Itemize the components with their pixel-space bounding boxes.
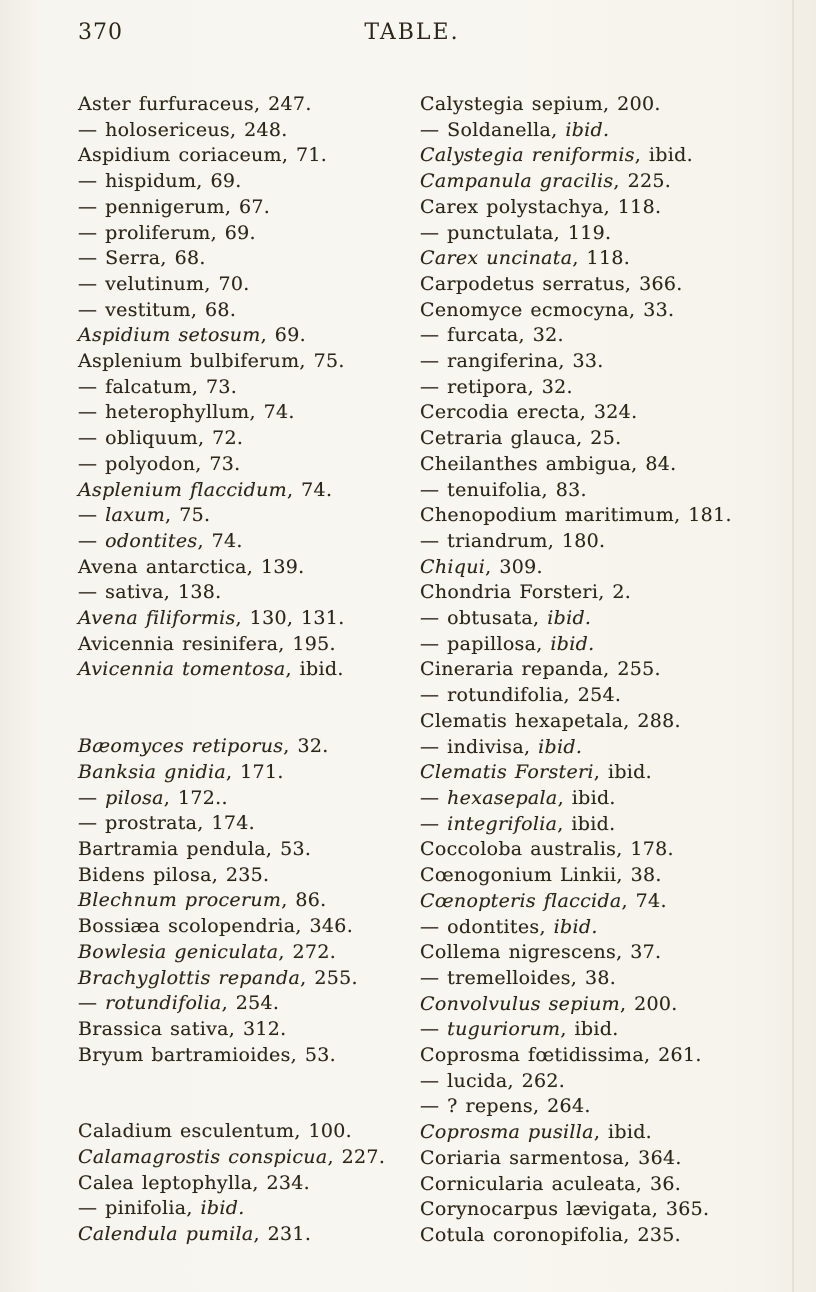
page-title: TABLE. <box>364 20 460 45</box>
index-entry <box>420 837 778 863</box>
entry-text: Cornicularia aculeata, 36. <box>420 1172 682 1195</box>
entry-text: — <box>78 529 106 552</box>
index-column-left <box>78 92 420 1249</box>
index-entry <box>420 580 778 606</box>
index-entry <box>420 760 778 786</box>
entry-text: — pinifolia, <box>78 1197 201 1220</box>
index-entry <box>78 349 420 375</box>
entry-text: — retipora, 32. <box>420 375 573 398</box>
entry-text: Coprosma fœtidissima, 261. <box>420 1044 702 1067</box>
entry-text: — vestitum, 68. <box>78 298 237 321</box>
index-entry <box>420 92 778 118</box>
index-entry <box>420 1094 778 1120</box>
index-entry <box>78 1171 420 1197</box>
entry-text: Carex polystachya, 118. <box>420 195 662 218</box>
entry-text: — obtusata, <box>420 607 548 630</box>
entry-text: , 254. <box>221 992 280 1015</box>
index-entry <box>420 1197 778 1223</box>
index-entry <box>420 1069 778 1095</box>
index-entry <box>78 1145 420 1171</box>
entry-text-italic: Calamagrostis conspicua <box>78 1146 328 1169</box>
index-entry <box>78 632 420 658</box>
entry-text: , 255. <box>300 966 358 989</box>
entry-text-italic: Campanula gracilis <box>420 170 614 193</box>
index-entry <box>78 143 420 169</box>
entry-text-italic: ibid. <box>553 915 598 938</box>
index-entry <box>78 221 420 247</box>
index-entry <box>78 786 420 812</box>
entry-text: , 225. <box>613 170 672 193</box>
index-entry <box>420 889 778 915</box>
entry-text: — papillosa, <box>420 632 551 655</box>
entry-text-italic: Brachyglottis repanda <box>78 966 301 989</box>
entry-text: Avicennia resinifera, 195. <box>78 632 336 655</box>
index-entry <box>420 375 778 401</box>
index-entry <box>420 1120 778 1146</box>
entry-text: — rotundifolia, 254. <box>420 684 622 707</box>
entry-text: — <box>420 1018 448 1041</box>
entry-text-italic: Asplenium flaccidum <box>78 478 287 501</box>
entry-text: — sativa, 138. <box>78 581 222 604</box>
page-number: 370 <box>78 20 123 45</box>
entry-text: — <box>420 812 448 835</box>
index-entry <box>420 555 778 581</box>
index-entry <box>420 426 778 452</box>
index-entry <box>78 246 420 272</box>
entry-text: , ibid. <box>560 1018 619 1041</box>
index-entry <box>78 1196 420 1222</box>
entry-text-italic: Calendula pumila <box>78 1223 254 1246</box>
index-entry <box>78 1043 420 1069</box>
entry-text: , 74. <box>286 478 333 501</box>
entry-text: — Soldanella, <box>420 118 566 141</box>
entry-text: Bossiæa scolopendria, 346. <box>78 915 354 938</box>
index-entry <box>420 915 778 941</box>
entry-text: Bartramia pendula, 53. <box>78 837 312 860</box>
entry-text-italic: integrifolia <box>447 812 558 835</box>
index-entry <box>420 323 778 349</box>
index-entry <box>420 657 778 683</box>
entry-text: Brassica sativa, 312. <box>78 1017 287 1040</box>
entry-text: Carpodetus serratus, 366. <box>420 272 683 295</box>
entry-text: — <box>420 786 448 809</box>
entry-text: Cercodia erecta, 324. <box>420 401 638 424</box>
entry-text: — heterophyllum, 74. <box>78 401 295 424</box>
index-entry <box>420 298 778 324</box>
index-entry <box>420 529 778 555</box>
index-entry <box>420 349 778 375</box>
index-entry <box>78 888 420 914</box>
index-entry <box>420 478 778 504</box>
entry-text: — indivisa, <box>420 735 539 758</box>
index-entry <box>78 503 420 529</box>
entry-text: Aspidium coriaceum, 71. <box>78 144 328 167</box>
entry-text: , ibid. <box>285 658 344 681</box>
entry-text-italic: Banksia gnidia <box>78 760 226 783</box>
index-entry <box>78 657 420 683</box>
index-entry <box>420 400 778 426</box>
entry-text: Clematis hexapetala, 288. <box>420 709 681 732</box>
index-entry <box>78 529 420 555</box>
entry-text: — pennigerum, 67. <box>78 195 271 218</box>
entry-text: , 171. <box>225 760 284 783</box>
index-entry <box>420 863 778 889</box>
index-entry <box>420 169 778 195</box>
entry-text-italic: ibid. <box>550 632 595 655</box>
entry-text-italic: tuguriorum <box>447 1018 561 1041</box>
entry-text: — hispidum, 69. <box>78 170 242 193</box>
entry-text-italic: Coprosma pusilla <box>420 1121 594 1144</box>
entry-text: , 69. <box>260 324 306 347</box>
index-entry <box>78 863 420 889</box>
entry-text: — polyodon, 73. <box>78 452 241 475</box>
index-entry <box>78 323 420 349</box>
entry-text: Cenomyce ecmocyna, 33. <box>420 298 675 321</box>
entry-text: Cineraria repanda, 255. <box>420 658 661 681</box>
entry-text: , ibid. <box>557 786 616 809</box>
index-entry <box>420 683 778 709</box>
entry-text: Caladium esculentum, 100. <box>78 1120 353 1143</box>
index-entry <box>78 452 420 478</box>
entry-text-italic: ibid. <box>200 1197 245 1220</box>
entry-text-italic: rotundifolia <box>105 992 222 1015</box>
index-entry <box>420 992 778 1018</box>
entry-text: — <box>78 992 106 1015</box>
entry-text: Corynocarpus lævigata, 365. <box>420 1198 710 1221</box>
entry-text: Bryum bartramioides, 53. <box>78 1043 336 1066</box>
entry-text: — falcatum, 73. <box>78 375 238 398</box>
index-entry <box>78 760 420 786</box>
entry-text: , 309. <box>485 555 543 578</box>
entry-text: Cotula coronopifolia, 235. <box>420 1223 681 1246</box>
entry-text: Asplenium bulbiferum, 75. <box>78 350 345 373</box>
entry-text: , ibid. <box>593 1121 653 1144</box>
entry-text: — prostrata, 174. <box>78 812 255 835</box>
index-entry <box>420 1223 778 1249</box>
index-entry <box>420 735 778 761</box>
index-entry <box>78 580 420 606</box>
entry-text: — Serra, 68. <box>78 247 206 270</box>
entry-text-italic: Cœnopteris flaccida <box>420 889 622 912</box>
entry-text-italic: Calystegia reniformis <box>420 144 635 167</box>
entry-text: — proliferum, 69. <box>78 221 256 244</box>
entry-text-italic: Chiqui <box>420 555 486 578</box>
entry-text: Chondria Forsteri, 2. <box>420 581 632 604</box>
entry-text: Cœnogonium Linkii, 38. <box>420 864 662 887</box>
index-entry <box>78 92 420 118</box>
entry-text-italic: Avena filiformis <box>78 607 236 630</box>
index-entry <box>420 632 778 658</box>
index-entry <box>78 966 420 992</box>
entry-text: , ibid. <box>557 812 616 835</box>
entry-text: , 75. <box>165 504 211 527</box>
entry-text: Cetraria glauca, 25. <box>420 427 622 450</box>
entry-text-italic: Blechnum procerum <box>78 889 282 912</box>
entry-text: Aster furfuraceus, 247. <box>78 93 312 115</box>
entry-text: Calystegia sepium, 200. <box>420 93 661 115</box>
index-entry <box>78 555 420 581</box>
index-entry <box>78 272 420 298</box>
index-entry <box>78 940 420 966</box>
entry-text-italic: ibid. <box>538 735 583 758</box>
index-entry <box>420 1017 778 1043</box>
entry-text: — <box>78 786 106 809</box>
index-entry <box>78 400 420 426</box>
entry-text-italic: laxum <box>105 504 166 527</box>
entry-text: , 172.. <box>163 786 228 809</box>
running-head <box>78 20 776 50</box>
index-entry <box>420 1043 778 1069</box>
entry-text-italic: Convolvulus sepium <box>420 992 620 1015</box>
entry-text: — furcata, 32. <box>420 324 564 347</box>
entry-text: , 130, 131. <box>235 607 345 630</box>
index-entry <box>78 606 420 632</box>
entry-text: , 231. <box>253 1223 312 1246</box>
entry-text-italic: hexasepala <box>447 786 558 809</box>
entry-text-italic: Clematis Forsteri <box>420 761 594 784</box>
entry-text: — holosericeus, 248. <box>78 118 288 141</box>
index-entry <box>78 1119 420 1145</box>
entry-text: — punctulata, 119. <box>420 221 612 244</box>
entry-text: , 118. <box>572 247 631 270</box>
entry-text-italic: odontites <box>105 529 198 552</box>
index-entry <box>78 426 420 452</box>
index-entry <box>420 966 778 992</box>
entry-text: — rangiferina, 33. <box>420 350 604 373</box>
entry-text: , 32. <box>283 735 329 758</box>
index-entry <box>420 786 778 812</box>
entry-text: — obliquum, 72. <box>78 427 244 450</box>
entry-text: Collema nigrescens, 37. <box>420 941 662 964</box>
index-entry <box>78 914 420 940</box>
entry-text-italic: ibid. <box>565 118 610 141</box>
index-entry <box>78 734 420 760</box>
entry-text-italic: Carex uncinata <box>420 247 573 270</box>
index-entry <box>420 143 778 169</box>
index-entry <box>78 811 420 837</box>
entry-text: — triandrum, 180. <box>420 529 606 552</box>
index-entry <box>420 118 778 144</box>
index-entry <box>420 452 778 478</box>
entry-text: — <box>78 504 106 527</box>
entry-text: — tremelloides, 38. <box>420 966 617 989</box>
entry-text: , 74. <box>197 529 243 552</box>
entry-text: — ? repens, 264. <box>420 1095 591 1118</box>
index-entry <box>420 1172 778 1198</box>
index-entry <box>420 195 778 221</box>
entry-text: Chenopodium maritimum, 181. <box>420 504 732 527</box>
entry-text: Coccoloba australis, 178. <box>420 838 674 861</box>
entry-text-italic: Aspidium setosum <box>78 324 261 347</box>
entry-text: Avena antarctica, 139. <box>78 555 305 578</box>
entry-text: Coriaria sarmentosa, 364. <box>420 1146 682 1169</box>
index-entry <box>78 169 420 195</box>
index-entry <box>78 837 420 863</box>
index-column-right <box>420 92 778 1249</box>
index-entry <box>420 503 778 529</box>
entry-text-italic: Avicennia tomentosa <box>78 658 286 681</box>
index-entry <box>420 272 778 298</box>
index-entry <box>78 478 420 504</box>
index-entry <box>420 606 778 632</box>
index-entry <box>78 298 420 324</box>
index-entry <box>78 1017 420 1043</box>
index-entry <box>420 246 778 272</box>
entry-text-italic: ibid. <box>547 607 592 630</box>
entry-text-italic: Bowlesia geniculata <box>78 940 279 963</box>
entry-text: Calea leptophylla, 234. <box>78 1171 311 1194</box>
entry-text: , ibid. <box>593 761 652 784</box>
index-entry <box>78 375 420 401</box>
index-columns <box>78 92 778 1249</box>
entry-text: — velutinum, 70. <box>78 272 250 295</box>
entry-text: , 227. <box>327 1146 386 1169</box>
entry-text: , 86. <box>281 889 327 912</box>
entry-text: , 200. <box>619 992 678 1015</box>
index-entry <box>420 709 778 735</box>
entry-text: , ibid. <box>634 144 693 167</box>
entry-text: Bidens pilosa, 235. <box>78 863 270 886</box>
index-entry <box>420 221 778 247</box>
entry-text: — odontites, <box>420 915 554 938</box>
index-entry <box>78 991 420 1017</box>
entry-text: , 74. <box>621 889 667 912</box>
index-entry <box>420 940 778 966</box>
index-entry <box>78 195 420 221</box>
index-entry <box>78 118 420 144</box>
index-entry <box>78 1222 420 1248</box>
index-entry <box>420 812 778 838</box>
entry-text: , 272. <box>278 940 337 963</box>
entry-text: — tenuifolia, 83. <box>420 478 587 501</box>
entry-text-italic: pilosa <box>105 786 164 809</box>
entry-text: — lucida, 262. <box>420 1069 566 1092</box>
index-entry <box>420 1146 778 1172</box>
entry-text-italic: Bæomyces retiporus <box>78 735 284 758</box>
entry-text: Cheilanthes ambigua, 84. <box>420 452 677 475</box>
